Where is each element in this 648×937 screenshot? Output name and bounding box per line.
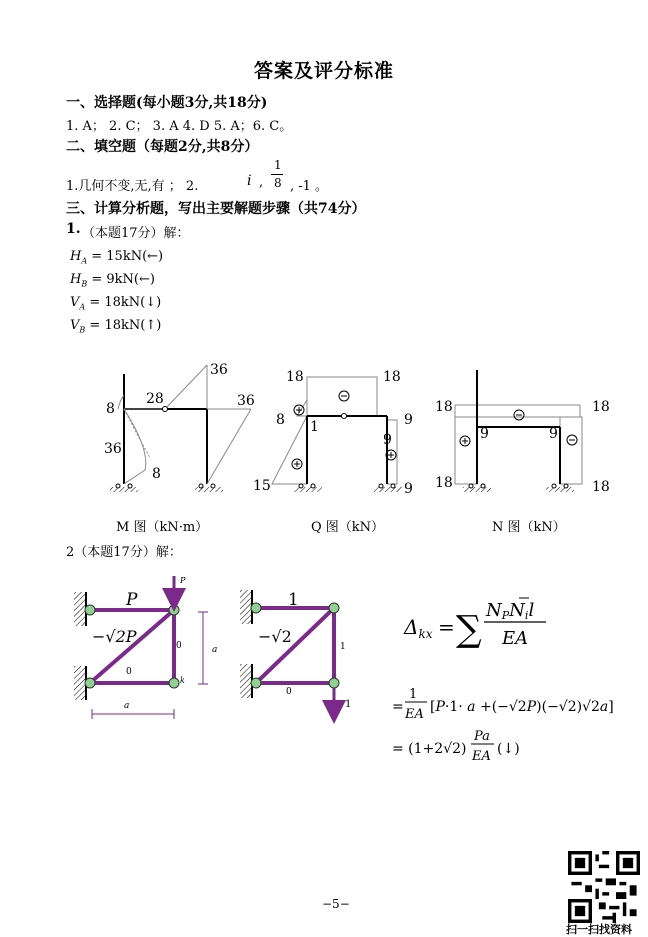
m-label-f: 8 xyxy=(152,466,161,482)
caption-m: M 图（kN·m） xyxy=(116,520,209,535)
qr-code[interactable] xyxy=(568,851,640,923)
caption-n: N 图（kN） xyxy=(492,520,566,535)
m-label-d: 8 xyxy=(106,401,115,417)
reaction-hb: $H_B$ = 9kN(←) xyxy=(70,272,155,289)
section1-heading: 一、选择题(每小题3分,共18分) xyxy=(66,95,268,111)
caption-q: Q 图（kN） xyxy=(311,520,385,535)
m-label-b: 28 xyxy=(146,391,164,407)
n-label-c: 9 xyxy=(480,426,489,442)
n-label-a: 18 xyxy=(435,399,453,415)
m-label-a: 36 xyxy=(210,362,228,378)
n-label-b: 18 xyxy=(592,399,610,415)
q-label-f: 9 xyxy=(404,481,413,497)
q-label-g: 15 xyxy=(253,478,271,494)
t1-dim-h: a xyxy=(124,701,130,711)
t2-diag-force: −√2 xyxy=(258,627,292,646)
t2-right-force: 1 xyxy=(340,642,346,652)
t1-dim-v: a xyxy=(212,645,218,655)
reaction-va: $V_A$ = 18kN(↓) xyxy=(70,295,162,312)
fraction-numerator: 1 xyxy=(274,158,282,172)
q-label-h: 9 xyxy=(383,432,392,448)
comma: , xyxy=(259,175,264,190)
qr-caption: 扫一扫找资料 xyxy=(566,923,632,936)
displacement-formula xyxy=(392,598,614,764)
n-label-e: 18 xyxy=(435,475,453,491)
svg-text:=: = xyxy=(392,699,404,715)
moment-diagram xyxy=(104,362,255,492)
q-label-d: 1 xyxy=(310,419,319,435)
q-label-c: 8 xyxy=(276,412,285,428)
svg-text:=: = xyxy=(438,615,455,639)
svg-text:1: 1 xyxy=(409,687,418,702)
svg-text:Δkx: $\Delta_{kx}$ xyxy=(404,615,433,641)
reaction-ha: $H_A$ = 15kN(←) xyxy=(70,249,164,266)
t1-load-label: P xyxy=(180,576,186,585)
svg-text:EA: EA xyxy=(405,707,424,722)
m-label-c: 36 xyxy=(237,393,255,409)
n-label-d: 9 xyxy=(549,426,558,442)
svg-text:[P·1· a +(−√2P)(−√2)√2a]: [P·1· a +(−√2P)(−√2)√2a] xyxy=(430,699,614,715)
q-label-b: 18 xyxy=(383,369,401,385)
fraction-denominator: 8 xyxy=(274,176,282,190)
t2-unit-label: 1 xyxy=(345,699,352,710)
svg-text:Pa: Pa xyxy=(474,729,490,744)
shear-diagram xyxy=(253,369,413,497)
truss-unit-load xyxy=(240,590,351,712)
t1-right-force: 0 xyxy=(176,641,182,651)
truss-real-load xyxy=(74,576,217,719)
svg-text:EA: EA xyxy=(502,628,529,649)
t1-k-label: k xyxy=(180,676,185,685)
section1-answers: 1. A； 2. C； 3. A 4. D 5. A；6. C。 xyxy=(66,119,293,134)
q1-text: （本题17分）解： xyxy=(82,226,190,241)
n-label-f: 18 xyxy=(592,479,610,495)
page-title: 答案及评分标准 xyxy=(253,60,394,82)
normal-diagram xyxy=(435,370,610,495)
reaction-vb: $V_B$ = 18kN(↑) xyxy=(70,318,162,335)
svg-text:∑: ∑ xyxy=(456,609,482,650)
q-label-e: 9 xyxy=(404,412,413,428)
section3-heading: 三、计算分析题，写出主要解题步骤（共74分） xyxy=(66,201,366,217)
svg-text:EA: EA xyxy=(472,749,491,764)
t2-top-force: 1 xyxy=(288,590,299,610)
q1-number: 1. xyxy=(66,221,81,237)
t2-bottom-force: 0 xyxy=(286,687,292,697)
svg-text:NPNil: NPNil xyxy=(486,600,535,622)
section2-heading: 二、填空题（每题2分,共8分） xyxy=(66,139,259,155)
m-label-e: 36 xyxy=(104,441,122,457)
svg-text:(↓): (↓) xyxy=(497,741,520,757)
page-number: −5− xyxy=(322,897,350,911)
q2-text: 2（本题17分）解： xyxy=(66,545,182,560)
t1-diag-force: −√2P xyxy=(92,627,137,646)
section2-line-b: , -1 。 xyxy=(290,179,329,194)
q-label-a: 18 xyxy=(286,369,304,385)
section2-line-a: 1.几何不变,无,有 ； 2. xyxy=(66,179,199,194)
t1-top-force: P xyxy=(126,590,138,610)
stiffness-symbol: i xyxy=(247,173,252,189)
svg-text:= (1+2√2): = (1+2√2) xyxy=(392,741,467,757)
t1-bottom-force: 0 xyxy=(126,667,132,677)
